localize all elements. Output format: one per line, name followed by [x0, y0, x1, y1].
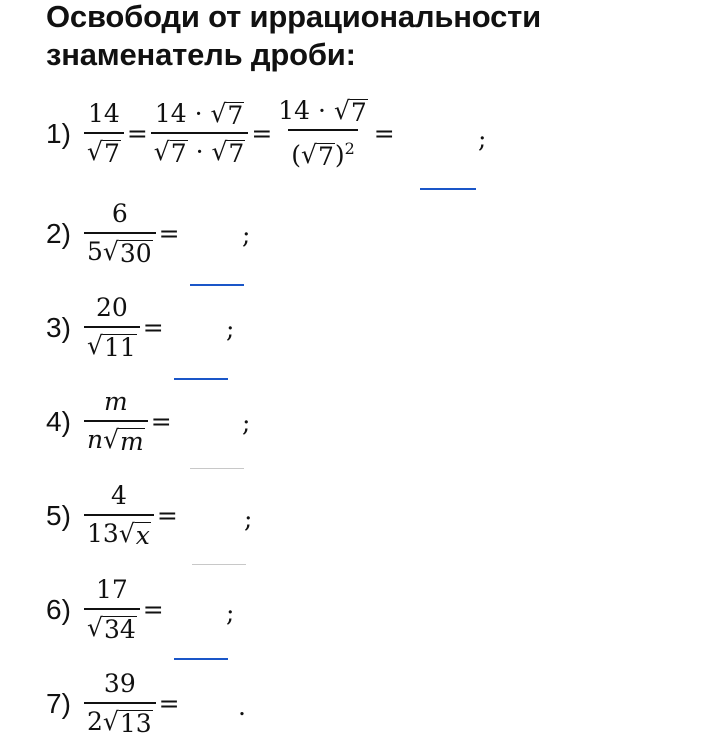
numerator [152, 99, 248, 132]
fraction [82, 481, 156, 549]
sqrt-icon: √ [102, 237, 119, 266]
sqrt-icon: √ [118, 519, 135, 548]
numerator-coef: 14 · [278, 95, 334, 125]
numerator: 6 [111, 199, 128, 228]
equals-sign: = [150, 406, 172, 436]
numerator: 39 [103, 669, 136, 698]
task-1 [46, 95, 686, 172]
task-number: 3) [46, 312, 71, 343]
radical [211, 137, 245, 167]
fraction [82, 293, 142, 361]
fraction [82, 199, 158, 267]
denominator [151, 132, 249, 167]
radicand: 11 [103, 333, 136, 362]
task-expression [82, 386, 173, 456]
task-3 [46, 292, 686, 362]
numerator-coef: 14 · [154, 99, 211, 128]
paren-close: ) [334, 140, 345, 170]
terminator: . [238, 692, 246, 721]
denominator [84, 232, 156, 267]
radicand: 13 [119, 709, 152, 738]
numerator: m [104, 387, 128, 416]
radical [334, 96, 368, 126]
radical [87, 137, 121, 167]
radical [87, 331, 137, 361]
radical [103, 425, 145, 455]
equals-sign: = [126, 118, 148, 148]
task-number: 5) [46, 500, 71, 531]
task-expression [82, 95, 396, 172]
radical [301, 140, 335, 170]
task-expression [82, 198, 181, 268]
answer-blank[interactable] [174, 378, 228, 380]
sqrt-icon: √ [333, 95, 350, 125]
radical [103, 707, 153, 737]
radical [119, 519, 151, 549]
fraction-original [82, 99, 126, 167]
radicand: 7 [228, 139, 245, 168]
answer-blank[interactable] [192, 564, 246, 565]
radicand: 34 [103, 615, 136, 644]
denominator [84, 514, 154, 549]
fraction-step-1 [149, 99, 251, 167]
answer-blank[interactable] [174, 658, 228, 660]
sqrt-icon: √ [87, 331, 103, 360]
page-title: Освободи от иррациональности знаменатель дроби: [46, 0, 541, 72]
sqrt-icon: √ [301, 140, 317, 170]
task-4 [46, 386, 686, 456]
numerator: 14 [88, 99, 120, 128]
task-expression [82, 668, 181, 738]
radical [154, 137, 188, 167]
radicand: 7 [317, 142, 334, 172]
fraction-step-2 [273, 96, 373, 170]
task-2 [46, 198, 686, 268]
radicand: 7 [170, 139, 187, 168]
numerator: 17 [95, 575, 128, 604]
denominator [84, 608, 140, 643]
task-expression [82, 480, 179, 550]
radicand: m [120, 427, 144, 456]
paren-open: ( [291, 140, 302, 170]
radicand: 7 [350, 97, 367, 127]
task-number: 6) [46, 594, 71, 625]
task-number: 4) [46, 406, 71, 437]
answer-blank[interactable] [190, 284, 244, 286]
radicand: 7 [227, 101, 244, 130]
fraction [82, 387, 150, 455]
radical [103, 237, 153, 267]
denominator [84, 702, 156, 737]
terminator: ; [242, 220, 251, 249]
denominator [288, 129, 358, 170]
denominator [84, 132, 124, 167]
terminator: ; [478, 124, 487, 153]
sqrt-icon: √ [153, 137, 170, 166]
terminator: ; [226, 598, 235, 627]
radical [87, 613, 137, 643]
equals-sign: = [158, 218, 180, 248]
numerator [275, 96, 371, 129]
task-number: 7) [46, 688, 71, 719]
equals-sign: = [142, 594, 164, 624]
sqrt-icon: √ [102, 707, 119, 736]
equals-sign: = [156, 500, 178, 530]
sqrt-icon: √ [87, 613, 103, 642]
task-number: 1) [46, 118, 71, 149]
radicand: 30 [119, 239, 152, 268]
numerator: 4 [110, 481, 127, 510]
fraction [82, 669, 158, 737]
sqrt-icon: √ [103, 425, 120, 454]
sqrt-icon: √ [87, 137, 103, 166]
exponent: 2 [344, 138, 355, 158]
denominator [84, 326, 140, 361]
terminator: ; [244, 504, 253, 533]
task-number: 2) [46, 218, 71, 249]
denominator-coef: 13 [87, 519, 119, 548]
numerator: 20 [95, 293, 128, 322]
task-expression [82, 292, 165, 362]
denominator-coef: n [87, 425, 104, 454]
equals-sign: = [158, 688, 180, 718]
terminator: ; [226, 314, 235, 343]
sqrt-icon: √ [211, 137, 228, 166]
equals-sign: = [142, 312, 164, 342]
task-7 [46, 668, 686, 738]
multiply-dot: · [187, 137, 212, 166]
equals-sign: = [373, 118, 395, 148]
answer-blank[interactable] [420, 188, 476, 190]
task-5 [46, 480, 686, 550]
answer-blank[interactable] [190, 468, 244, 469]
radicand: 7 [103, 139, 120, 168]
denominator [84, 420, 148, 455]
equals-sign: = [251, 118, 273, 148]
radicand: x [135, 521, 150, 550]
sqrt-icon: √ [210, 99, 227, 128]
radical [210, 99, 244, 129]
task-6 [46, 574, 686, 644]
task-expression [82, 574, 165, 644]
terminator: ; [242, 408, 251, 437]
denominator-coef: 5 [87, 237, 103, 266]
denominator-coef: 2 [87, 707, 103, 736]
fraction [82, 575, 142, 643]
